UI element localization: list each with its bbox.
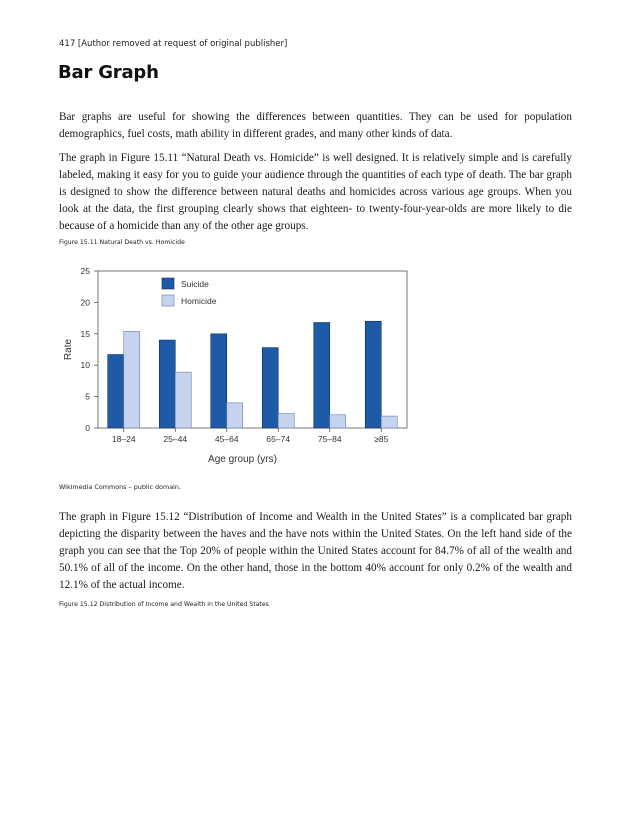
x-tick-label: 45–64 — [214, 434, 239, 444]
figure-1-caption: Figure 15.11 Natural Death vs. Homicide — [59, 239, 185, 246]
y-tick-label: 15 — [80, 328, 90, 339]
x-tick-label: ≥85 — [374, 434, 389, 444]
paragraph-intro: Bar graphs are useful for showing the differences between quantities. They can be used for population demographics, fuel costs, math ability in different grades, and many other kinds of data. — [59, 111, 572, 140]
bar-homicide-0 — [124, 331, 140, 428]
legend-label-suicide: Suicide — [181, 279, 209, 289]
y-axis-label: Rate — [63, 338, 74, 361]
x-tick-label: 65–74 — [266, 434, 291, 444]
bar-suicide-3 — [262, 348, 278, 428]
figure-1-credit: Wikimedia Commons – public domain. — [59, 483, 181, 491]
paragraph-figure-1: The graph in Figure 15.11 “Natural Death vs. Homicide” is well designed. It is relatively simple and is carefully labeled, making it easy for you to guide your audience through the quantities of each type of death. The bar graph is designed to show the difference between natural deaths and homicides across various age groups. When you look at the data, the first grouping clearly shows that eighteen- to twenty-four-year-olds are more likely to die because of a homicide than any of the other age groups. — [59, 152, 572, 232]
bar-suicide-4 — [314, 322, 330, 428]
bar-homicide-4 — [330, 415, 346, 428]
bar-suicide-0 — [108, 355, 124, 428]
legend-swatch-suicide — [162, 278, 174, 289]
y-tick-label: 20 — [80, 297, 90, 308]
section-title: Bar Graph — [58, 62, 159, 83]
y-tick-label: 25 — [80, 266, 90, 276]
bar-homicide-5 — [381, 416, 397, 428]
bar-suicide-5 — [365, 321, 381, 428]
x-tick-label: 25–44 — [163, 434, 188, 444]
bar-suicide-2 — [211, 334, 227, 428]
x-tick-label: 18–24 — [111, 434, 136, 444]
x-tick-label: 75–84 — [317, 434, 342, 444]
paragraph-figure-2: The graph in Figure 15.12 “Distribution of Income and Wealth in the United States” is a complicated bar graph depicting the disparity between the haves and the have nots within the United States. On the left hand side of the graph you can see that the Top 20% of people within the United States account for 84.7% of all of the wealth and 50.1% of all of the income. On the other hand, those in the bottom 40% account for only 0.2% of the wealth and 12.1% of the actual income. — [59, 511, 572, 591]
y-tick-label: 5 — [85, 391, 90, 402]
plot-frame — [98, 271, 407, 428]
y-tick-label: 0 — [85, 423, 90, 433]
bar-homicide-3 — [278, 414, 294, 428]
bar-homicide-2 — [227, 403, 243, 428]
bar-homicide-1 — [175, 372, 191, 428]
legend-swatch-homicide — [162, 295, 174, 306]
y-tick-label: 10 — [80, 360, 90, 371]
figure-2-caption: Figure 15.12 Distribution of Income and Wealth in the United States — [59, 601, 269, 608]
legend-label-homicide: Homicide — [181, 296, 217, 306]
x-axis-label: Age group (yrs) — [208, 454, 277, 465]
bar-chart — [59, 258, 419, 472]
bar-suicide-1 — [159, 340, 175, 428]
page-header: 417 [Author removed at request of original publisher] — [59, 39, 288, 49]
